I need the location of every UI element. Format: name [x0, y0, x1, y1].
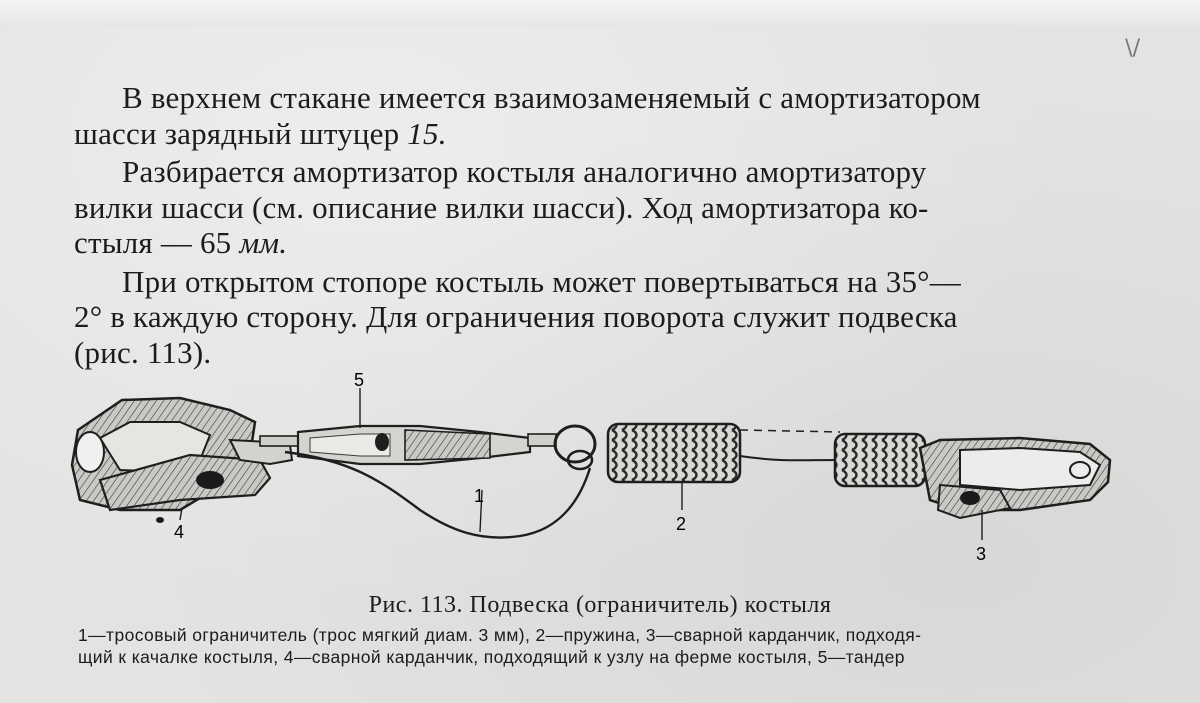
paragraph-3 [74, 264, 1104, 371]
text-line: Разбирается амортизатор костыля аналогично амортизатору [122, 154, 927, 189]
unit: мм. [239, 225, 288, 260]
callout-3: 3 [976, 544, 987, 564]
text-line: 2° в каждую сторону. Для ограничения поворота служит подвеска [74, 299, 958, 334]
callout-5: 5 [354, 370, 365, 390]
right-universal-joint [920, 438, 1110, 518]
legend-line: 1—тросовый ограничитель (трос мягкий диам. 3 мм), 2—пружина, 3—сварной карданчик, подходя- [78, 625, 922, 645]
spring-left [608, 424, 740, 482]
text-line [74, 116, 1104, 152]
callout-2: 2 [676, 514, 687, 534]
figure-tailwheel-suspension [60, 360, 1140, 590]
text-line: При открытом стопоре костыль может повертываться на 35°— [122, 263, 961, 299]
paragraph-2 [74, 154, 1104, 261]
paragraph-1 [74, 80, 1104, 151]
legend-line: щий к качалке костыля, 4—сварной карданчик, подходящий к узлу на ферме костыля, 5—тандер [78, 647, 905, 667]
turnbuckle [260, 426, 595, 469]
text-line: В верхнем стакане имеется взаимозаменяемый с амортизатором [122, 80, 981, 115]
text-span: шасси зарядный штуцер [74, 115, 408, 151]
text-span: стыля — 65 [74, 225, 240, 260]
text-line: вилки шасси (см. описание вилки шасси). Ход амортизатора ко- [74, 189, 929, 225]
callout-1: 1 [474, 486, 485, 506]
scan-edge [0, 0, 1200, 26]
left-universal-joint [72, 398, 292, 523]
spring-right [835, 434, 925, 486]
text-line: (рис. 113). [74, 334, 212, 370]
dashed-line [740, 430, 840, 432]
figure-caption: Рис. 113. Подвеска (ограничитель) костыля [368, 592, 832, 618]
text-line [74, 225, 1104, 261]
cable-segment [740, 456, 840, 460]
figure-legend [78, 624, 1108, 668]
body-text [74, 80, 1104, 370]
part-number: 15. [407, 115, 447, 151]
soft-cable [285, 452, 590, 538]
margin-pencil-mark: \/ [1125, 36, 1140, 61]
callout-4: 4 [174, 522, 185, 542]
